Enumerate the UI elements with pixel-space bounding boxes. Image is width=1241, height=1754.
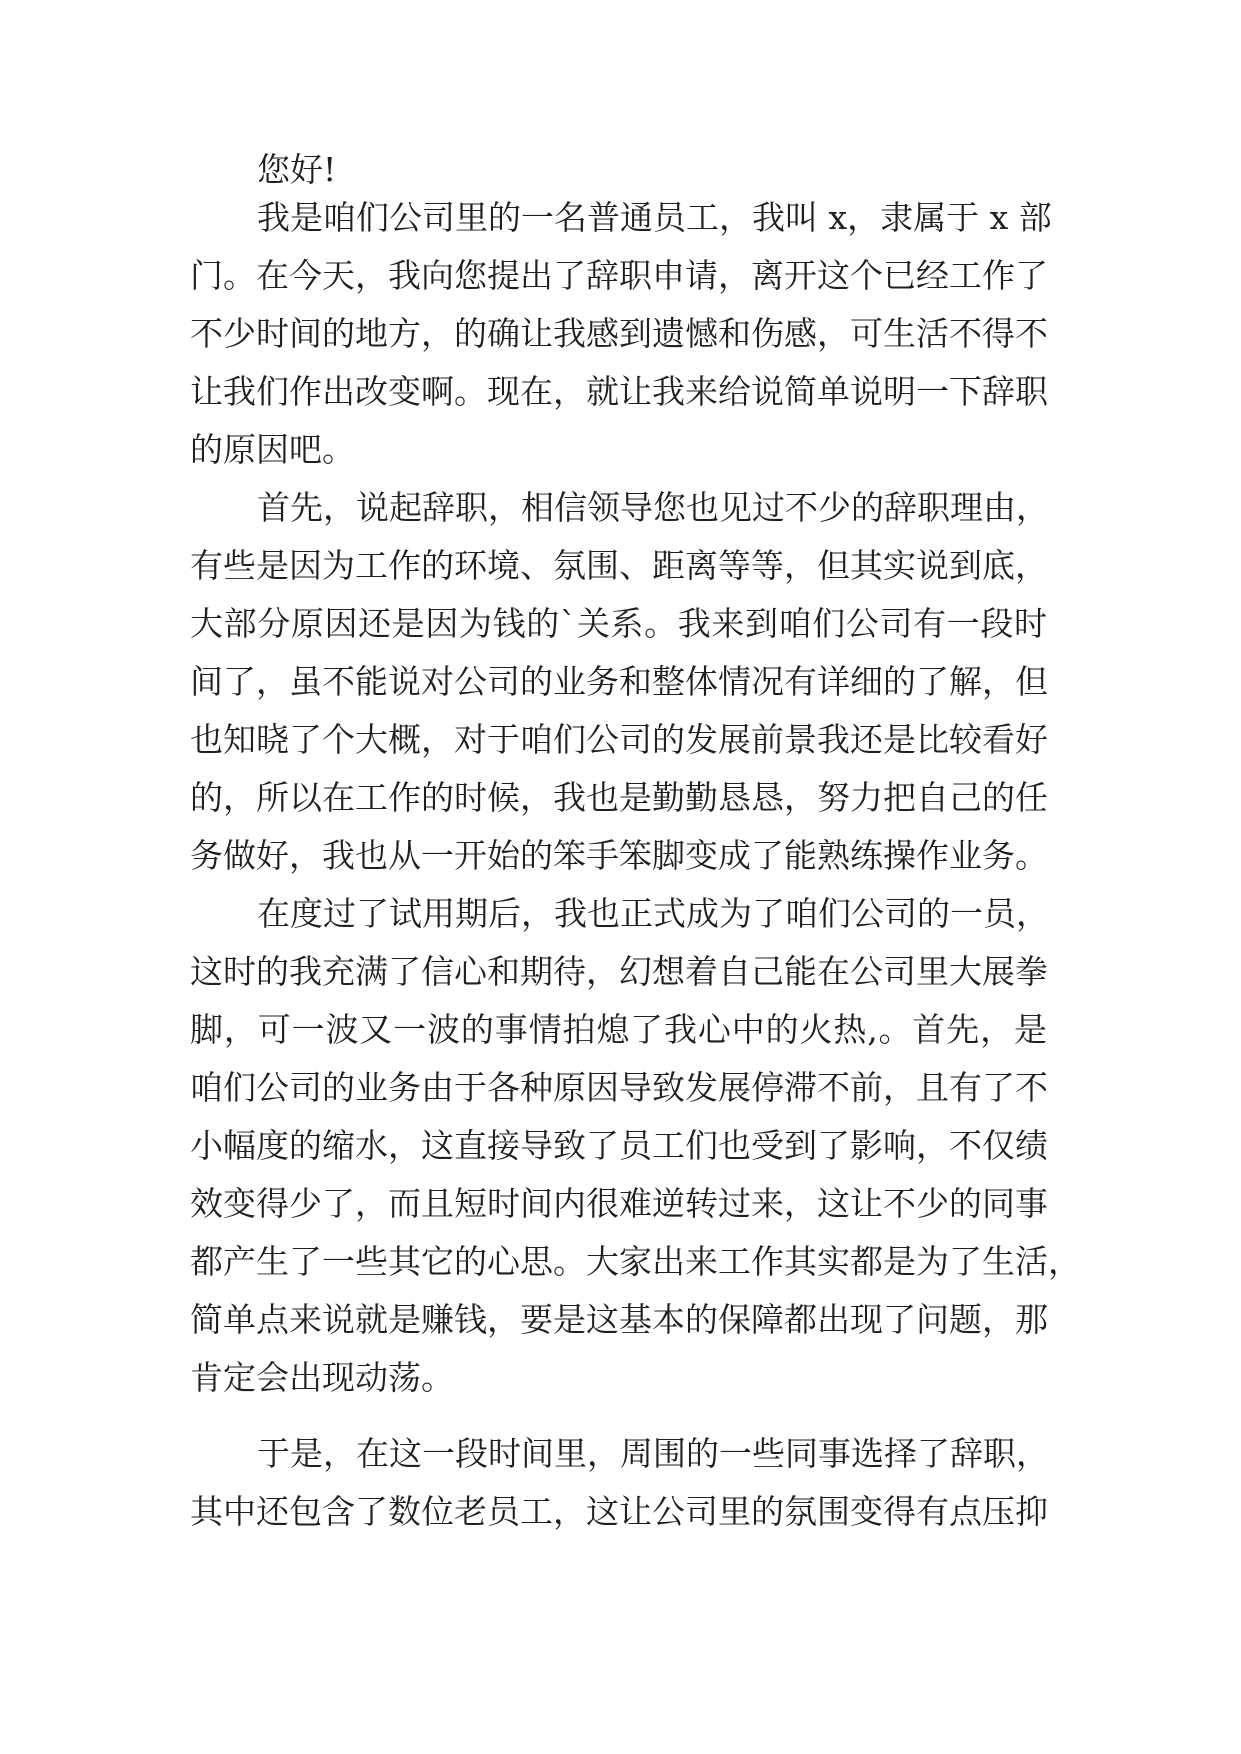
paragraph-line: 不少时间的地方，的确让我感到遗憾和伤感，可生活不得不: [190, 314, 1048, 353]
paragraph-line: 在度过了试用期后，我也正式成为了咱们公司的一员，: [257, 894, 1049, 933]
paragraph-line: 务做好，我也从一开始的笨手笨脚变成了能熟练操作业务。: [190, 836, 1048, 875]
paragraph-line: 我是咱们公司里的一名普通员工，我叫 x，隶属于 x 部: [257, 198, 1052, 237]
paragraph-line: 的原因吧。: [190, 430, 355, 469]
paragraph-line: 门。在今天，我向您提出了辞职申请，离开这个已经工作了: [190, 256, 1048, 295]
paragraph-line: 大部分原因还是因为钱的`关系。我来到咱们公司有一段时: [190, 604, 1047, 643]
paragraph-line: 于是，在这一段时间里，周围的一些同事选择了辞职，: [257, 1434, 1049, 1473]
paragraph-line: 其中还包含了数位老员工，这让公司里的氛围变得有点压抑: [190, 1492, 1048, 1531]
greeting-line: 您好!: [257, 150, 337, 189]
paragraph-line: 首先，说起辞职，相信领导您也见过不少的辞职理由，: [257, 488, 1049, 527]
paragraph-line: 小幅度的缩水，这直接导致了员工们也受到了影响，不仅绩: [190, 1126, 1048, 1165]
paragraph-line: 咱们公司的业务由于各种原因导致发展停滞不前，且有了不: [190, 1068, 1048, 1107]
paragraph-line: 简单点来说就是赚钱，要是这基本的保障都出现了问题，那: [190, 1300, 1048, 1339]
paragraph-line: 这时的我充满了信心和期待，幻想着自己能在公司里大展拳: [190, 952, 1048, 991]
paragraph-line: 肯定会出现动荡。: [190, 1358, 454, 1397]
paragraph-line: 也知晓了个大概，对于咱们公司的发展前景我还是比较看好: [190, 720, 1048, 759]
paragraph-line: 都产生了一些其它的心思。大家出来工作其实都是为了生活，: [190, 1242, 1081, 1281]
paragraph-line: 的，所以在工作的时候，我也是勤勤恳恳，努力把自己的任: [190, 778, 1048, 817]
paragraph-line: 让我们作出改变啊。现在，就让我来给说简单说明一下辞职: [190, 372, 1048, 411]
paragraph-line: 间了，虽不能说对公司的业务和整体情况有详细的了解，但: [190, 662, 1048, 701]
paragraph-line: 有些是因为工作的环境、氛围、距离等等，但其实说到底，: [190, 546, 1048, 585]
paragraph-line: 效变得少了，而且短时间内很难逆转过来，这让不少的同事: [190, 1184, 1048, 1223]
paragraph-line: 脚，可一波又一波的事情拍熄了我心中的火热,。首先，是: [190, 1010, 1047, 1049]
